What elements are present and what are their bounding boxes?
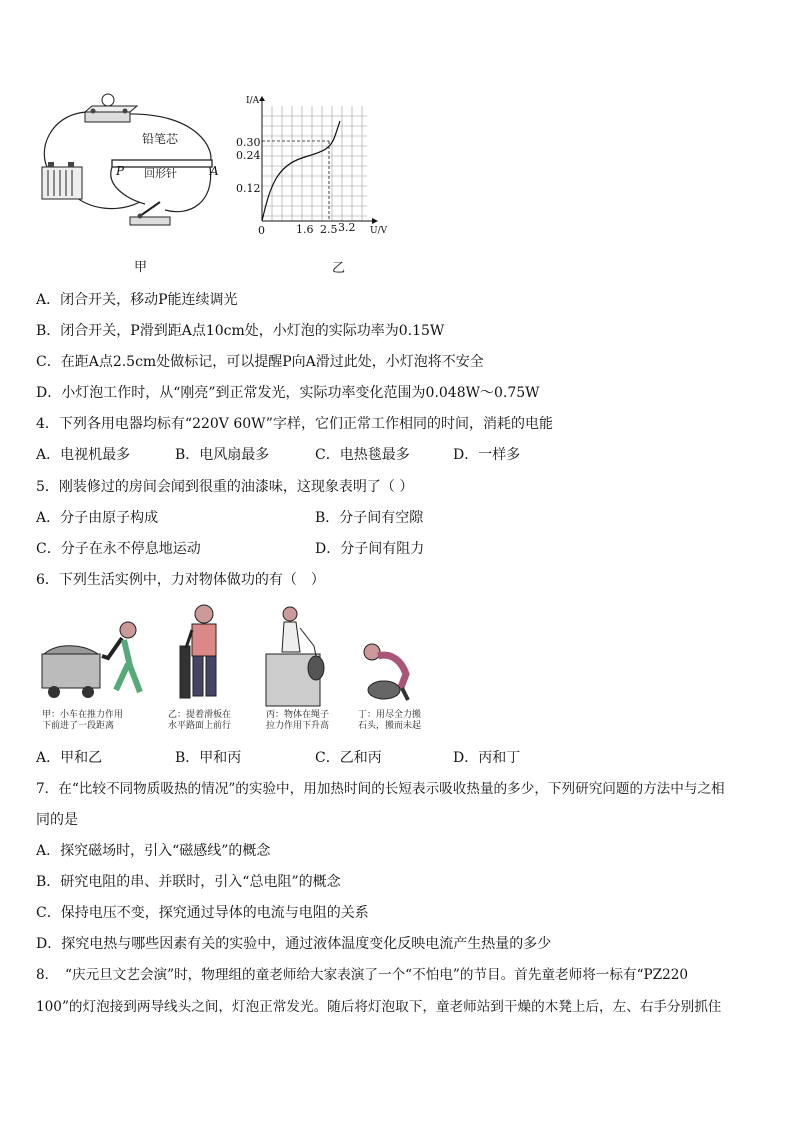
- q5-option-a: A．分子由原子构成: [36, 510, 159, 526]
- q7-option-a: A．探究磁场时，引入“磁感线”的概念: [36, 843, 271, 859]
- q6-option-a: A．甲和乙: [36, 750, 103, 766]
- q7-option-c: C．保持电压不变，探究通过导体的电流与电阻的关系: [36, 905, 369, 921]
- q6-caption-yi: 乙：提着滑板在 水平路面上前行: [168, 710, 232, 731]
- graph-x-tick: 3.2: [338, 221, 356, 234]
- graph-x-tick: 2.5: [320, 223, 338, 236]
- q6-option-d: D．丙和丁: [453, 750, 521, 766]
- q4-option-b: B．电风扇最多: [175, 447, 270, 463]
- q6-stem: 6．下列生活实例中，力对物体做功的有（ ）: [36, 572, 325, 588]
- q6-caption-jia: 甲：小车在推力作用 下前进了一段距离: [42, 710, 124, 731]
- point-a-label: A: [210, 164, 219, 178]
- q3-option-b: B．闭合开关，P滑到距A点10cm处，小灯泡的实际功率为0.15W: [36, 323, 445, 339]
- q5-option-b: B．分子间有空隙: [315, 510, 424, 526]
- pin-label: 回形针: [144, 167, 177, 180]
- q4-option-c: C．电热毯最多: [315, 447, 410, 463]
- q6-option-c: C．乙和丙: [315, 750, 382, 766]
- q3-option-d: D．小灯泡工作时，从“刚亮”到正常发光，实际功率变化范围为0.048W～0.75W: [36, 385, 540, 401]
- q3-option-c: C．在距A点2.5cm处做标记，可以提醒P向A滑过此处，小灯泡将不安全: [36, 354, 484, 370]
- point-p-label: P: [116, 164, 125, 178]
- q7-stem-line2: 同的是: [36, 812, 78, 828]
- q6-picture-bing: [264, 606, 354, 736]
- caption-jia: 甲: [134, 260, 148, 275]
- q8-line1: 8． “庆元旦文艺会演”时，物理组的童老师给大家表演了一个“不怕电”的节目。首先童老师将一标有“PZ220: [36, 967, 689, 983]
- graph-y-axis-label: I/A: [246, 96, 260, 106]
- graph-x-axis-label: U/V: [370, 226, 388, 236]
- graph-y-tick: 0.24: [236, 149, 261, 162]
- iv-graph: [232, 96, 392, 241]
- q4-stem: 4．下列各用电器均标有“220V 60W”字样，它们正常工作相同的时间，消耗的电能: [36, 416, 553, 432]
- q6-option-b: B．甲和丙: [175, 750, 242, 766]
- q6-caption-bing: 丙：物体在绳子 拉力作用下升高: [266, 710, 330, 731]
- q7-stem-line1: 7．在“比较不同物质吸热的情况”的实验中，用加热时间的长短表示吸收热量的多少，下列研究问题的方法中与之相: [36, 781, 725, 797]
- graph-y-tick: 0.12: [236, 182, 261, 195]
- q6-caption-ding: 丁：用尽全力搬 石头，搬而未起: [358, 710, 422, 731]
- q5-option-c: C．分子在永不停息地运动: [36, 541, 201, 557]
- q5-option-d: D．分子间有阻力: [315, 541, 425, 557]
- q3-option-a: A．闭合开关，移动P能连续调光: [36, 292, 238, 308]
- q6-picture-ding: [352, 640, 432, 736]
- q7-option-d: D．探究电热与哪些因素有关的实验中，通过液体温度变化反映电流产生热量的多少: [36, 936, 552, 952]
- graph-x-tick: 1.6: [296, 223, 314, 236]
- graph-y-tick: 0.30: [236, 136, 261, 149]
- q4-option-d: D．一样多: [453, 447, 521, 463]
- q7-option-b: B．研究电阻的串、并联时，引入“总电阻”的概念: [36, 874, 341, 890]
- q6-picture-jia: [38, 606, 156, 736]
- caption-yi: 乙: [332, 261, 346, 276]
- q4-option-a: A．电视机最多: [36, 447, 131, 463]
- q5-stem: 5．刚装修过的房间会闻到很重的油漆味，这现象表明了（ ）: [36, 479, 414, 495]
- circuit-figure: [30, 92, 230, 242]
- q6-picture-yi: [160, 602, 250, 736]
- q8-line2: 100”的灯泡接到两导线头之间，灯泡正常发光。随后将灯泡取下，童老师站到干燥的木凳上后，左、右手分别抓住: [36, 999, 722, 1015]
- graph-origin-label: 0: [258, 224, 265, 237]
- pencil-lead-label: 铅笔芯: [142, 132, 179, 146]
